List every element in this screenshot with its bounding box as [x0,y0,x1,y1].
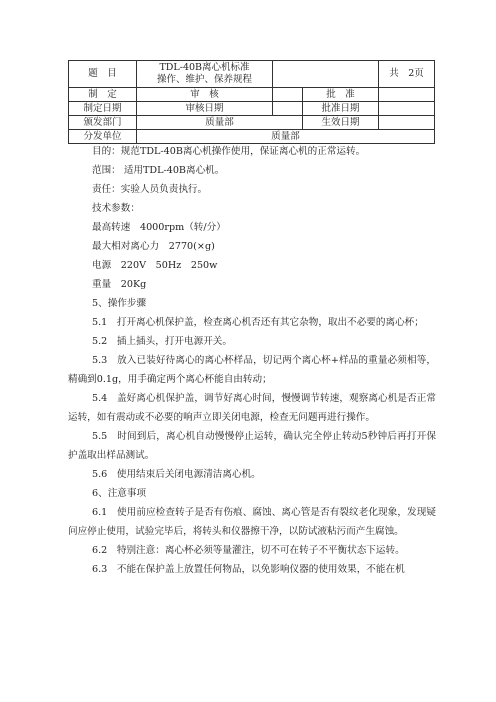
title-line-2: 操作、维护、保养规程 [156,74,252,85]
operation-steps-title: 5、操作步骤 [92,298,147,309]
review-label: 审 核 [137,88,273,102]
title-line-1: TDL-40B离心机标准 [159,62,250,73]
tech-speed: 最高转速 4000rpm（转/分） [92,222,226,233]
scope-text: 范围： 适用TDL-40B离心机。 [92,165,225,176]
step-5-6: 5.6 使用结束后关闭电源清洁离心机。 [92,469,261,480]
header-row-title [69,61,435,88]
review-date-label: 审核日期 [137,102,273,116]
draft-label: 制 定 [69,88,137,102]
tech-power: 电源 220V 50Hz 250w [92,260,218,271]
step-5-5: 5.5 时间到后，离心机自动慢慢停止运转，确认完全停止转动5秒钟后再打开保护盖取出样品测试。 [68,431,436,461]
tech-rcf: 最大相对离心力 2770(×g) [92,241,215,252]
purpose-text: 目的：规范TDL-40B离心机操作使用，保证离心机的正常运转。 [92,146,366,157]
step-5-1: 5.1 打开离心机保护盖，检查离心机否还有其它杂物，取出不必要的离心杯； [92,317,424,328]
tech-weight: 重量 20Kg [92,279,147,290]
approve-value [379,88,435,102]
effective-date-label: 生效日期 [303,116,379,130]
header-table [68,60,435,144]
header-row-dates [69,102,435,116]
title-label: 题 目 [69,61,137,88]
note-6-2: 6.2 特别注意：离心杯必须等量灌注，切不可在转子不平衡状态下运转。 [92,545,405,556]
page-count: 共 2页 [379,61,435,88]
dist-unit-value: 质量部 [137,130,435,144]
responsibility-text: 责任：实验人员负责执行。 [92,184,208,195]
title-blank-cell [273,61,379,88]
title-value [137,61,273,88]
note-6-1: 6.1 使用前应检查转子是否有伤痕、腐蚀、离心管是否有裂纹老化现象，发现疑问应停止使用，试验完毕后，将转头和仪器擦干净，以防试液粘污而产生腐蚀。 [68,507,436,537]
notes-title: 6、注意事项 [92,488,147,499]
review-value [273,88,303,102]
issue-dept-value: 质量部 [137,116,303,130]
step-5-3: 5.3 放入已装好待离心的离心杯样品，切记两个离心杯+样品的重量必须相等，精确到0.1g，用手确定两个离心杯能自由转动； [68,355,436,385]
header-row-issue [69,116,435,130]
issue-dept-label: 颁发部门 [69,116,137,130]
header-row-signatures [69,88,435,102]
document-body [68,142,436,579]
approve-date-value [379,102,435,116]
approve-label: 批 准 [303,88,379,102]
draft-date-label: 制定日期 [69,102,137,116]
step-5-4: 5.4 盖好离心机保护盖，调节好离心时间，慢慢调节转速，观察离心机是否正常运转，如有震动或不必要的响声立即关闭电源，检查无问题再进行操作。 [68,393,436,423]
tech-params-title: 技术参数： [92,203,140,214]
approve-date-label: 批准日期 [303,102,379,116]
review-date-value [273,102,303,116]
effective-date-value [379,116,435,130]
step-5-2: 5.2 插上插头，打开电源开关。 [92,336,232,347]
dist-unit-label: 分发单位 [69,130,137,144]
note-6-3: 6.3 不能在保护盖上放置任何物品，以免影响仪器的使用效果，不能在机 [92,564,405,575]
